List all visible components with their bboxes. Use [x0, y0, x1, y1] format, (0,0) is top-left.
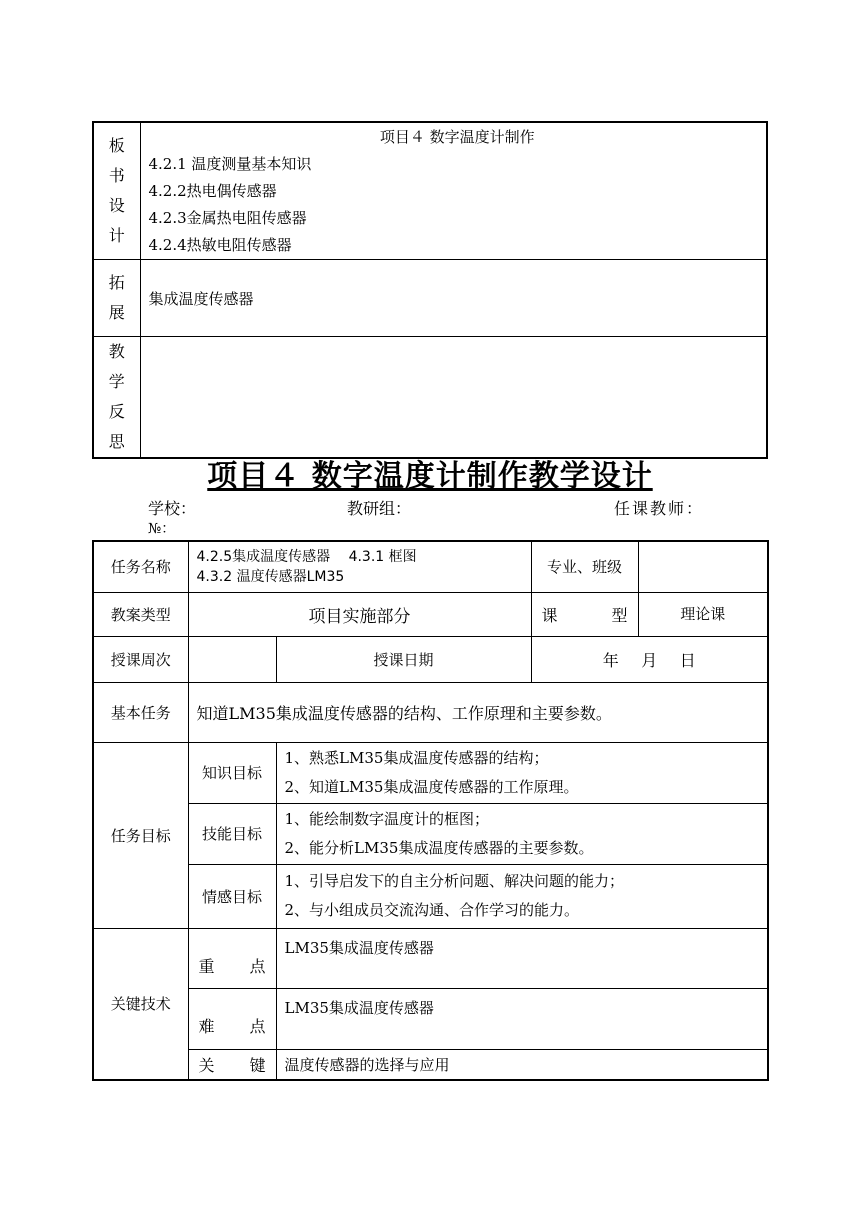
focus-label — [188, 928, 276, 988]
knowledge-objective-content — [276, 742, 768, 803]
key-char-1: 关 — [198, 1055, 215, 1075]
lesson-plan-table — [92, 540, 769, 1081]
board-line-2: 4.2.2热电偶传感器 — [148, 182, 277, 200]
week-value — [188, 636, 276, 682]
focus-char-2: 点 — [249, 956, 266, 976]
knowledge-objective-label: 知识目标 — [188, 742, 276, 803]
plan-type-value: 项目实施部分 — [188, 592, 531, 636]
task-name-value — [188, 541, 531, 592]
skill-objective-2: 2、能分析LM35集成温度传感器的主要参数。 — [284, 838, 594, 857]
date-month: 月 — [641, 650, 658, 670]
board-line-3: 4.2.3金属热电阻传感器 — [148, 209, 307, 227]
skill-objective-1: 1、能绘制数字温度计的框图； — [284, 809, 490, 828]
reflection-label: 教学反思 — [93, 337, 140, 459]
basic-task-value: 知道LM35集成温度传感器的结构、工作原理和主要参数。 — [188, 682, 768, 742]
class-type-char-1: 课 — [541, 605, 558, 625]
skill-objective-label: 技能目标 — [188, 803, 276, 864]
board-line-1: 4.2.1 温度测量基本知识 — [148, 155, 312, 173]
board-design-content — [140, 122, 767, 260]
task-name-line-1: 4.2.5集成温度传感器 4.3.1 框图 — [196, 548, 417, 565]
focus-value: LM35集成温度传感器 — [276, 928, 768, 988]
number-label: №： — [148, 521, 176, 537]
research-group-label: 教研组： — [347, 499, 412, 518]
major-class-label: 专业、班级 — [531, 541, 638, 592]
emotion-objective-content — [276, 864, 768, 928]
date-label: 授课日期 — [276, 636, 531, 682]
key-point-label — [188, 1049, 276, 1080]
board-line-4: 4.2.4热敏电阻传感器 — [148, 236, 292, 254]
emotion-objective-2: 2、与小组成员交流沟通、合作学习的能力。 — [284, 901, 580, 919]
focus-char-1: 重 — [198, 956, 215, 976]
knowledge-objective-2: 2、知道LM35集成温度传感器的工作原理。 — [284, 777, 579, 796]
board-design-table — [92, 121, 768, 459]
extension-label: 拓展 — [93, 260, 140, 337]
basic-task-label: 基本任务 — [93, 682, 188, 742]
key-char-2: 键 — [249, 1055, 266, 1075]
class-type-char-2: 型 — [611, 605, 628, 625]
plan-type-label: 教案类型 — [93, 592, 188, 636]
key-tech-label: 关键技术 — [93, 928, 188, 1080]
extension-content: 集成温度传感器 — [140, 260, 767, 337]
board-title: 项目４ 数字温度计制作 — [379, 128, 535, 146]
knowledge-objective-1: 1、熟悉LM35集成温度传感器的结构； — [284, 748, 549, 767]
class-type-value: 理论课 — [638, 592, 768, 636]
school-label: 学校： — [148, 499, 197, 518]
objectives-label: 任务目标 — [93, 742, 188, 928]
date-year: 年 — [602, 650, 619, 670]
emotion-objective-1: 1、引导启发下的自主分析问题、解决问题的能力； — [284, 872, 625, 890]
teacher-label: 任课教师： — [614, 499, 705, 518]
task-name-label: 任务名称 — [93, 541, 188, 592]
emotion-objective-label: 情感目标 — [188, 864, 276, 928]
difficulty-value: LM35集成温度传感器 — [276, 988, 768, 1049]
skill-objective-content — [276, 803, 768, 864]
date-day: 日 — [679, 650, 696, 670]
page-title: 项目４ 数字温度计制作教学设计 — [207, 459, 653, 494]
task-name-line-2: 4.3.2 温度传感器LM35 — [196, 568, 345, 585]
board-design-label: 板书设计 — [93, 122, 140, 260]
major-class-value — [638, 541, 768, 592]
difficulty-char-2: 点 — [249, 1017, 266, 1036]
date-value — [531, 636, 768, 682]
class-type-label — [531, 592, 638, 636]
reflection-content — [140, 337, 767, 459]
difficulty-label — [188, 988, 276, 1049]
week-label: 授课周次 — [93, 636, 188, 682]
key-point-value: 温度传感器的选择与应用 — [276, 1049, 768, 1080]
difficulty-char-1: 难 — [198, 1017, 215, 1036]
